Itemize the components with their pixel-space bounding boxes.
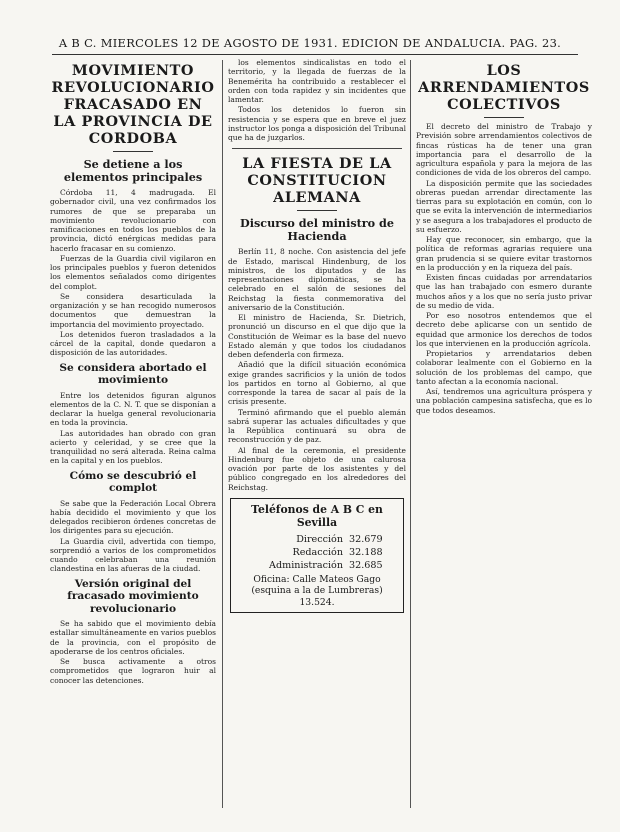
article-paragraph: Así, tendremos una agricultura próspera y una población campesina satisfecha, que es lo que todos deseamos. xyxy=(416,387,592,415)
article-paragraph: Las autoridades han obrado con gran acierto y celeridad, y se cree que la tranquilidad no será alterada. Reina calma en la capital y en los pueblos. xyxy=(50,428,216,466)
subheadline: Discurso del ministro de Hacienda xyxy=(240,216,394,244)
article-paragraph: El ministro de Hacienda, Sr. Dietrich, pronunció un discurso en el que dijo que la Constitución de Weimar es la base del nuevo Estado alemán y que todos los ciudadanos deben defenderla con firmeza. xyxy=(228,313,406,359)
phone-label: Dirección xyxy=(296,533,343,545)
article-paragraph: Se ha sabido que el movimiento debía estallar simultáneamente en varios pueblos de la provincia, con el propósito de apoderarse de los centros oficiales. xyxy=(50,619,216,656)
page-masthead: A B C. MIERCOLES 12 DE AGOSTO DE 1931. EDICION DE ANDALUCIA. PAG. 23. xyxy=(58,36,562,50)
article-paragraph: Todos los detenidos lo fueron sin resistencia y se espera que en breve el juez instructor los ponga a disposición del Tribunal que ha de juzgarlos. xyxy=(228,105,406,142)
subheadline: Versión original del fracasado movimiento revolucionario xyxy=(67,577,199,615)
phone-row xyxy=(237,546,397,559)
divider xyxy=(113,151,153,152)
masthead-rule xyxy=(52,54,578,55)
article-paragraph: El decreto del ministro de Trabajo y Previsión sobre arrendamientos colectivos de fincas rústicas ha de tener una gran importancia para el desarrollo de la agricultura española y para la mejora de las condiciones de vida de los obreros del campo. xyxy=(416,122,592,178)
article-paragraph: Se considera desarticulada la organización y se han recogido numerosos documentos que demuestran la importancia del movimiento proyectado. xyxy=(50,291,216,329)
article-paragraph: Se sabe que la Federación Local Obrera había decidido el movimiento y que los delegados recibieron órdenes concretas de los dirigentes para su ejecución. xyxy=(50,498,216,536)
column-rule xyxy=(222,60,223,808)
phone-row xyxy=(237,533,397,546)
article-paragraph: Berlín 11, 8 noche. Con asistencia del jefe de Estado, mariscal Hindenburg, de los ministros, de los diputados y de las representaciones diplomáticas, se ha celebrado en el salón de sesiones del Reichstag la fiesta conmemorativa del aniversario de la Constitución. xyxy=(228,247,406,312)
subheadline: Se detiene a los elementos principales xyxy=(63,157,203,184)
article-paragraph: Córdoba 11, 4 madrugada. El gobernador civil, una vez confirmados los rumores de que se preparaba un movimiento revolucionario con ramificaciones en todos los pueblos de la provincia, dictó enérgicas medidas para hacerlo fracasar en su comienzo. xyxy=(50,188,216,253)
phone-number: 32.188 xyxy=(349,546,383,558)
phone-number: 32.685 xyxy=(349,559,383,571)
phone-row xyxy=(237,559,397,572)
divider xyxy=(297,210,337,211)
article-paragraph: Añadió que la difícil situación económica exige grandes sacrificios y la unión de todos los partidos en torno al Gobierno, al que corresponde la tarea de sacar al país de la crisis presente. xyxy=(228,360,406,407)
headline-arrendamientos: LOS ARRENDAMIENTOS COLECTIVOS xyxy=(418,62,590,113)
article-paragraph: Propietarios y arrendatarios deben colaborar lealmente con el Gobierno en la solución de los problemas del campo, que tanto afectan a la economía nacional. xyxy=(416,349,592,386)
phone-box xyxy=(230,498,404,614)
article-paragraph: Por eso nosotros entendemos que el decreto debe aplicarse con un sentido de equidad que armonice los derechos de todos los que intervienen en la producción agrícola. xyxy=(416,311,592,348)
divider xyxy=(232,148,402,149)
column-right xyxy=(416,58,592,830)
phone-box-title: Teléfonos de A B C en Sevilla xyxy=(251,502,383,529)
article-paragraph: Al final de la ceremonia, el presidente Hindenburg fue objeto de una calurosa ovación por parte de los asistentes y del público congregado en los alrededores del Reichstag. xyxy=(228,445,406,492)
article-paragraph: Existen fincas cuidadas por arrendatarios que las han trabajado con esmero durante muchos años y a los que no sería justo privar de su medio de vida. xyxy=(416,273,592,310)
phone-label: Redacción xyxy=(292,546,343,558)
article-paragraph: Fuerzas de la Guardia civil vigilaron en los principales pueblos y fueron detenidos los elementos señalados como dirigentes del complot. xyxy=(50,253,216,291)
column-left xyxy=(50,58,216,830)
article-paragraph: La disposición permite que las sociedades obreras puedan arrendar directamente las tierras para su explotación en común, con lo que se evita la intervención de intermediarios y se asegura a los trabajadores el producto de su esfuerzo. xyxy=(416,178,592,234)
article-paragraph: los elementos sindicalistas en todo el territorio, y la llegada de fuerzas de la Benemérita ha contribuido a restablecer el orden con toda rapidez y sin incidentes que lamentar. xyxy=(228,58,406,104)
column-rule xyxy=(410,60,411,808)
phone-label: Administración xyxy=(269,559,343,571)
headline-constitucion: LA FIESTA DE LA CONSTITUCION ALEMANA xyxy=(242,155,392,207)
article-paragraph: Terminó afirmando que el pueblo alemán sabrá superar las actuales dificultades y que la República continuará su obra de reconstrucción y de paz. xyxy=(228,407,406,445)
divider xyxy=(484,117,524,118)
phone-box-note: Oficina: Calle Mateos Gago (esquina a la de Lumbreras) 13.524. xyxy=(251,573,383,608)
article-paragraph: Se busca activamente a otros comprometidos que lograron huir al conocer las detenciones. xyxy=(50,657,216,685)
article-paragraph: La Guardia civil, advertida con tiempo, sorprendió a varios de los comprometidos cuando celebraban una reunión clandestina en las afueras de la ciudad. xyxy=(50,536,216,574)
article-paragraph: Entre los detenidos figuran algunos elementos de la C. N. T. que se disponían a declarar la huelga general revolucionaria en toda la provincia. xyxy=(50,390,216,428)
article-paragraph: Hay que reconocer, sin embargo, que la política de reformas agrarias requiere una gran prudencia si se quiere evitar trastornos en la producción y en la riqueza del país. xyxy=(416,235,592,272)
subheadline: Se considera abortado el movimiento xyxy=(59,361,207,386)
phone-number: 32.679 xyxy=(349,533,383,545)
article-paragraph: Los detenidos fueron trasladados a la cárcel de la capital, donde quedaron a disposición de las autoridades. xyxy=(50,329,216,358)
subheadline: Cómo se descubrió el complot xyxy=(69,469,197,494)
column-middle xyxy=(228,58,406,830)
headline-cordoba: MOVIMIENTO REVOLUCIONARIO FRACASADO EN LA PROVINCIA DE CORDOBA xyxy=(51,62,215,147)
